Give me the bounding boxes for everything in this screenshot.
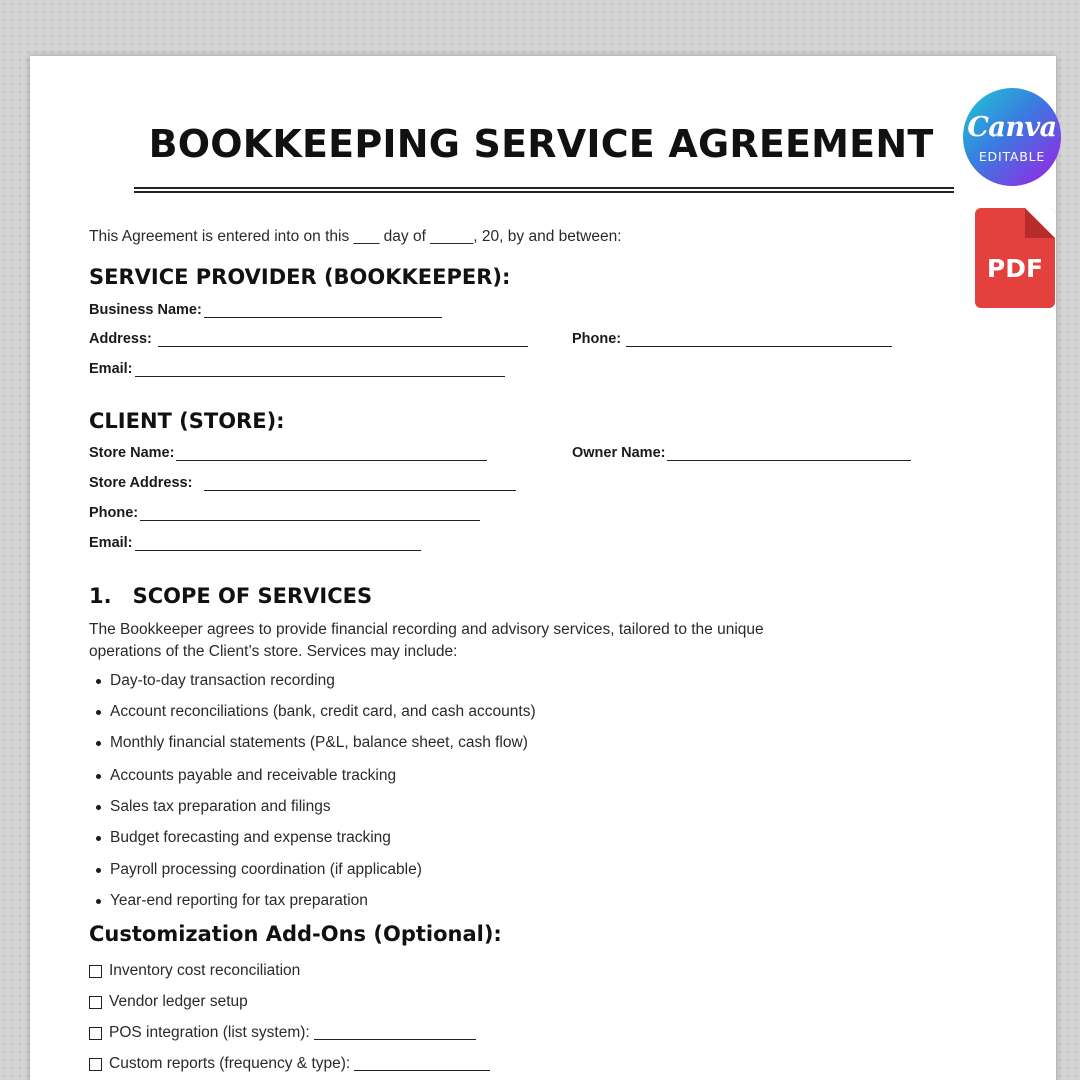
canva-editable-badge — [963, 88, 1061, 186]
scope-item-text: Monthly financial statements (P&L, balance sheet, cash flow) — [110, 734, 528, 751]
client-email-line[interactable] — [135, 537, 421, 551]
provider-email-label: Email: — [89, 361, 133, 377]
scope-paragraph-line-1: The Bookkeeper agrees to provide financial recording and advisory services, tailored to the unique — [89, 621, 764, 638]
provider-phone-label: Phone: — [572, 331, 622, 347]
scope-list-item — [96, 861, 422, 879]
provider-email-field[interactable] — [89, 361, 505, 377]
scope-list-item — [96, 798, 331, 816]
owner-name-label: Owner Name: — [572, 445, 666, 461]
store-name-line[interactable] — [176, 447, 487, 461]
scope-list-item — [96, 703, 536, 721]
scope-item-text: Payroll processing coordination (if applicable) — [110, 861, 422, 878]
store-name-label: Store Name: — [89, 445, 175, 461]
client-email-field[interactable] — [89, 535, 421, 551]
scope-item-text: Sales tax preparation and filings — [110, 798, 331, 815]
business-name-line[interactable] — [204, 304, 442, 318]
scope-list-item — [96, 829, 391, 847]
business-name-label: Business Name: — [89, 302, 202, 318]
checkbox-icon[interactable] — [89, 1058, 102, 1071]
provider-address-field[interactable] — [89, 331, 528, 347]
addon-custom-reports-checkbox[interactable] — [89, 1055, 490, 1073]
provider-phone-line[interactable] — [626, 333, 892, 347]
bullet-icon — [96, 805, 101, 810]
client-heading: CLIENT (STORE): — [89, 409, 285, 433]
addon-label: POS integration (list system): — [109, 1024, 310, 1041]
scope-item-text: Account reconciliations (bank, credit card, and cash accounts) — [110, 703, 536, 720]
addon-label: Vendor ledger setup — [109, 993, 248, 1010]
bullet-icon — [96, 899, 101, 904]
checkbox-icon[interactable] — [89, 1027, 102, 1040]
bullet-icon — [96, 868, 101, 873]
scope-item-text: Accounts payable and receivable tracking — [110, 767, 397, 784]
bullet-icon — [96, 774, 101, 779]
bullet-icon — [96, 710, 101, 715]
scope-paragraph-line-2: operations of the Client’s store. Services may include: — [89, 643, 458, 660]
addon-label: Inventory cost reconciliation — [109, 962, 301, 979]
client-phone-field[interactable] — [89, 505, 480, 521]
scope-item-text: Day-to-day transaction recording — [110, 672, 335, 689]
pdf-label: PDF — [986, 254, 1044, 283]
bullet-icon — [96, 836, 101, 841]
canva-logo-text: Canva — [967, 112, 1057, 143]
client-email-label: Email: — [89, 535, 133, 551]
addon-label: Custom reports (frequency & type): — [109, 1055, 351, 1072]
scope-list-item — [96, 672, 335, 690]
store-name-field[interactable] — [89, 445, 487, 461]
provider-email-line[interactable] — [135, 363, 505, 377]
scope-heading: 1. SCOPE OF SERVICES — [89, 584, 373, 608]
title-double-rule — [134, 187, 954, 193]
provider-phone-field[interactable] — [572, 331, 892, 347]
bullet-icon — [96, 679, 101, 684]
scope-list-item — [96, 734, 528, 752]
store-address-line[interactable] — [204, 477, 516, 491]
document-title: BOOKKEEPING SERVICE AGREEMENT — [148, 122, 934, 166]
client-phone-label: Phone: — [89, 505, 139, 521]
checkbox-icon[interactable] — [89, 965, 102, 978]
provider-heading: SERVICE PROVIDER (BOOKKEEPER): — [89, 265, 511, 289]
addon-vendor-checkbox[interactable] — [89, 993, 248, 1011]
scope-list-item — [96, 892, 368, 910]
checkbox-icon[interactable] — [89, 996, 102, 1009]
scope-paragraph — [89, 619, 764, 663]
pdf-file-icon — [975, 208, 1055, 308]
scope-list-item — [96, 767, 396, 785]
business-name-field[interactable] — [89, 302, 442, 318]
bullet-icon — [96, 741, 101, 746]
store-address-label: Store Address: — [89, 475, 193, 491]
intro-text: This Agreement is entered into on this ___ day of _____, 20, by and between: — [89, 228, 622, 245]
provider-address-label: Address: — [89, 331, 152, 347]
owner-name-line[interactable] — [667, 447, 911, 461]
custom-reports-line[interactable] — [354, 1057, 490, 1071]
page-fold-icon — [1025, 208, 1055, 238]
provider-address-line[interactable] — [158, 333, 528, 347]
addon-inventory-checkbox[interactable] — [89, 962, 300, 980]
scope-item-text: Year-end reporting for tax preparation — [110, 892, 368, 909]
owner-name-field[interactable] — [572, 445, 911, 461]
pos-system-line[interactable] — [314, 1026, 476, 1040]
addons-heading: Customization Add-Ons (Optional): — [89, 922, 502, 946]
addon-pos-checkbox[interactable] — [89, 1024, 476, 1042]
scope-item-text: Budget forecasting and expense tracking — [110, 829, 391, 846]
store-address-field[interactable] — [89, 475, 516, 491]
client-phone-line[interactable] — [140, 507, 480, 521]
canva-editable-text: EDITABLE — [978, 149, 1046, 164]
